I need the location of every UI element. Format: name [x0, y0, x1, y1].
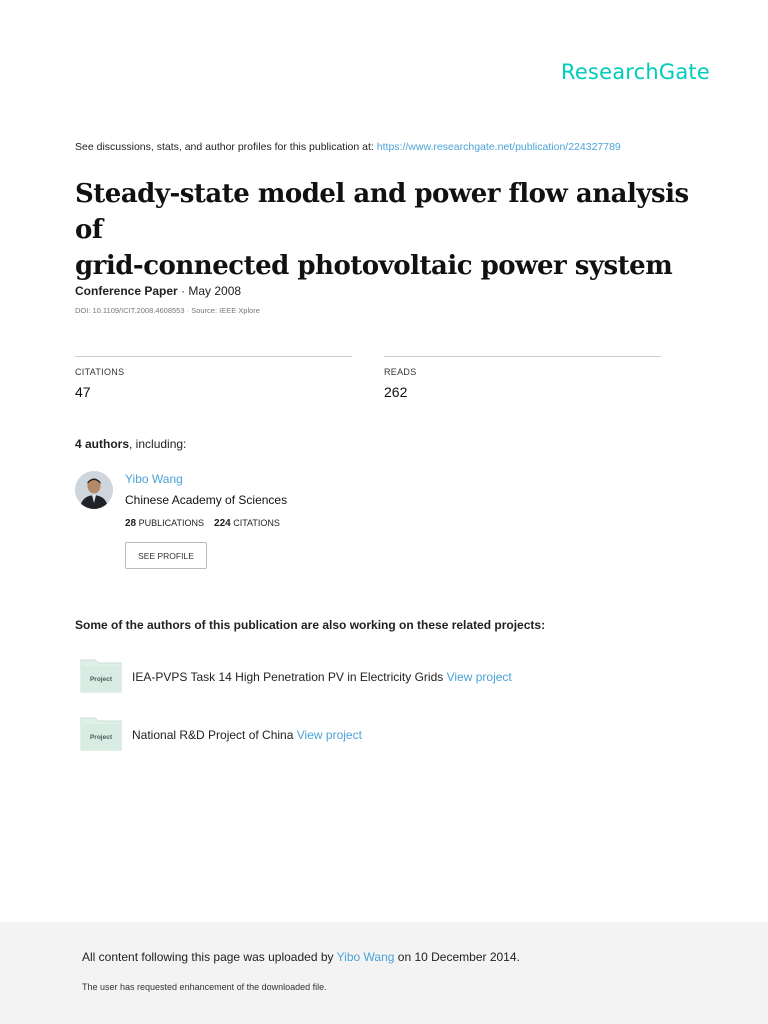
reads-stat — [384, 356, 661, 400]
upload-notice — [82, 950, 520, 964]
paper-title-line1: Steady-state model and power flow analysis of — [75, 179, 689, 245]
researchgate-logo[interactable]: ResearchGate — [560, 60, 710, 84]
authors-suffix: , including: — [129, 437, 187, 451]
project-icon-label: Project — [89, 734, 113, 741]
upload-prefix: All content following this page was uploaded by — [82, 950, 334, 964]
authors-summary — [75, 437, 186, 451]
project-folder-icon[interactable] — [80, 657, 122, 693]
author-citations-count: 224 — [214, 518, 231, 529]
project-folder-icon[interactable] — [80, 715, 122, 751]
paper-type: Conference Paper — [75, 284, 178, 298]
discussion-prefix: See discussions, stats, and author profiles for this publication at: — [75, 141, 374, 153]
paper-meta — [75, 284, 241, 298]
citations-stat — [75, 356, 352, 400]
reads-value: 262 — [384, 384, 408, 400]
author-publications-count: 28 — [125, 518, 137, 529]
enhancement-note: The user has requested enhancement of the downloaded file. — [82, 982, 327, 992]
paper-doi: DOI: 10.1109/ICIT.2008.4608553 · Source: IEEE Xplore — [75, 306, 260, 315]
author-name-link[interactable]: Yibo Wang — [125, 472, 183, 486]
authors-count: 4 authors — [75, 437, 130, 451]
author-avatar[interactable] — [75, 471, 113, 509]
view-project-link[interactable]: View project — [296, 728, 362, 742]
project-text — [132, 728, 362, 742]
related-projects-heading: Some of the authors of this publication are also working on these related projects: — [75, 618, 546, 632]
author-citations-label: CITATIONS — [233, 518, 280, 528]
paper-date: · May 2008 — [181, 284, 242, 298]
author-institution: Chinese Academy of Sciences — [125, 493, 288, 507]
project-item — [80, 715, 680, 751]
project-title: IEA-PVPS Task 14 High Penetration PV in Electricity Grids — [132, 670, 444, 684]
paper-title — [75, 176, 715, 284]
download-footer — [0, 922, 768, 1024]
project-title: National R&D Project of China — [132, 728, 294, 742]
author-publications-label: PUBLICATIONS — [138, 518, 204, 528]
view-project-link[interactable]: View project — [446, 670, 512, 684]
project-text — [132, 670, 512, 684]
project-item — [80, 657, 680, 693]
paper-title-line2: grid-connected photovoltaic power system — [75, 251, 673, 281]
see-profile-button[interactable]: SEE PROFILE — [125, 542, 207, 569]
citations-label: CITATIONS — [75, 367, 125, 377]
citations-value: 47 — [75, 384, 91, 400]
project-icon-label: Project — [89, 676, 113, 683]
discussion-notice — [75, 141, 621, 153]
publication-link[interactable]: https://www.researchgate.net/publication/224327789 — [376, 141, 621, 153]
reads-label: READS — [384, 367, 417, 377]
uploader-link[interactable]: Yibo Wang — [336, 950, 395, 964]
author-stats — [125, 518, 280, 529]
author-photo-icon — [75, 471, 113, 509]
upload-suffix: on 10 December 2014. — [397, 950, 520, 964]
